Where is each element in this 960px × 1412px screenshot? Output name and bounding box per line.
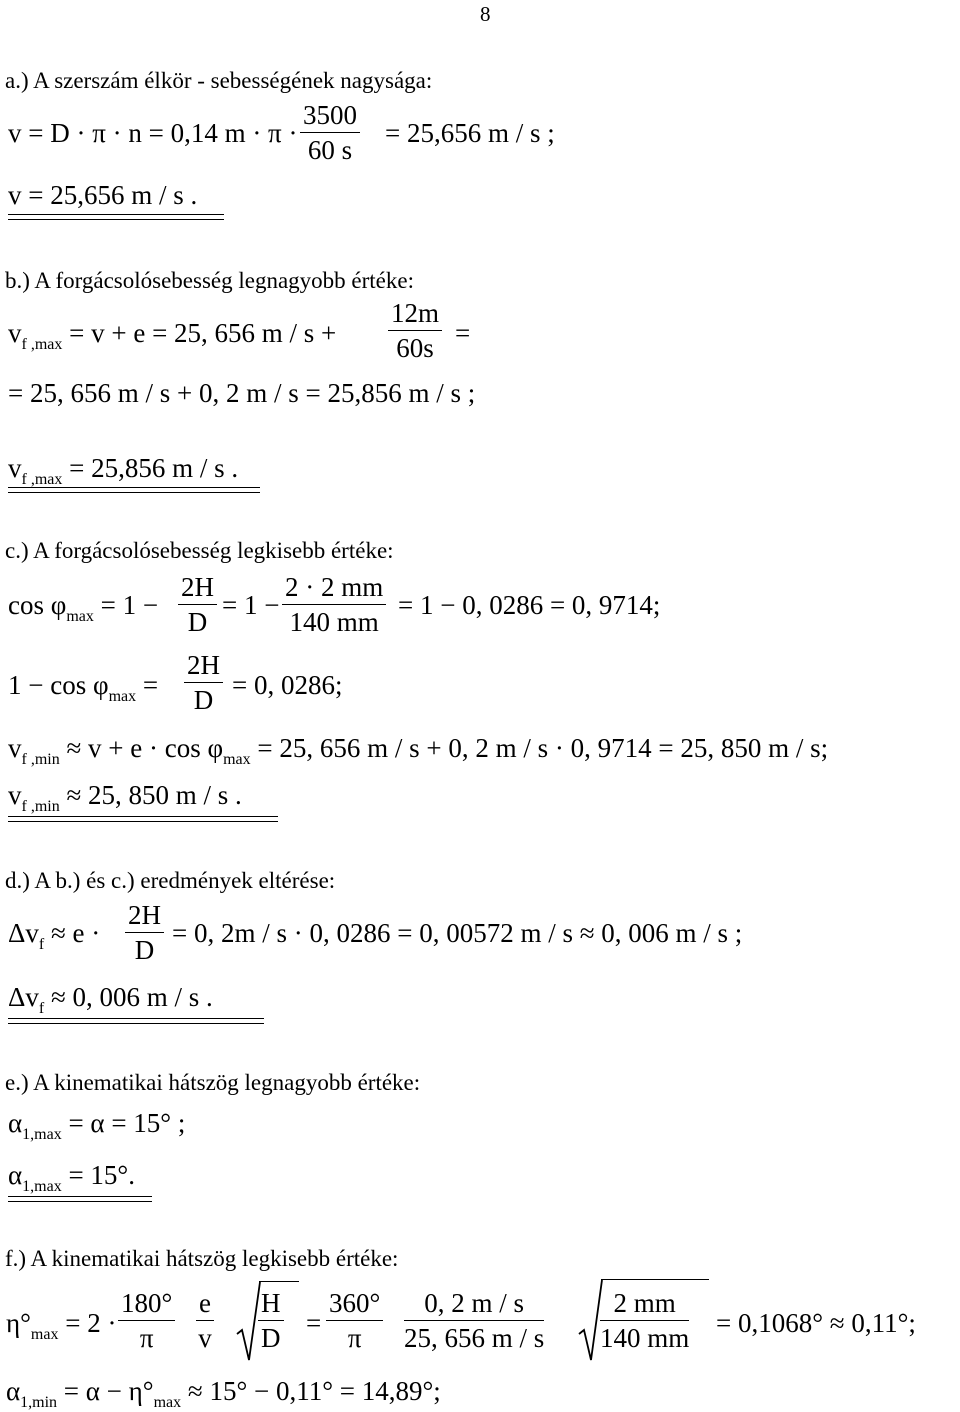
c-line2-left <box>8 672 158 705</box>
alpha: α <box>6 1376 21 1406</box>
d-line1-left <box>8 920 100 953</box>
f-line1-c: = 0,1068° ≈ 0,11°; <box>716 1308 916 1338</box>
alpha: α <box>8 1160 23 1190</box>
b-line1 <box>8 320 336 353</box>
delta-v: Δv <box>8 918 39 948</box>
numerator: 3500 <box>300 102 360 133</box>
denominator: D <box>193 685 214 715</box>
c-line2-b: = <box>142 670 159 700</box>
denominator: 60s <box>396 333 434 363</box>
denominator: 140 mm <box>289 607 379 637</box>
section-e-heading: e.) A kinematikai hátszög legnagyobb értéke: <box>5 1070 421 1095</box>
denominator: 140 mm <box>600 1323 690 1353</box>
alpha: α <box>8 1108 23 1138</box>
c-line1-b: = 1 − <box>222 590 280 620</box>
a-result: v = 25,656 m / s . <box>8 180 198 210</box>
subscript: f ,min <box>21 798 60 815</box>
subscript: max <box>66 608 94 625</box>
symbol-v: v <box>8 318 22 348</box>
c-line3 <box>8 735 828 768</box>
section-c-heading: c.) A forgácsolósebesség legkisebb értéke: <box>5 538 394 563</box>
c-line3-b: = 25, 656 m / s + 0, 2 m / s · 0, 9714 = 25, 850 m / s; <box>257 733 829 763</box>
denominator: π <box>347 1323 362 1353</box>
c-line2-a: 1 − cos φ <box>8 670 109 700</box>
numerator: 2H <box>178 574 217 605</box>
eta: η° <box>6 1308 31 1338</box>
subscript: 1,max <box>22 1178 62 1195</box>
subscript: 1,max <box>22 1126 62 1143</box>
numerator: 2H <box>125 902 164 933</box>
subscript: max <box>30 1326 59 1343</box>
section-b-heading: b.) A forgácsolósebesség legnagyobb értéke: <box>5 268 414 293</box>
f-line1-b: = <box>306 1308 322 1338</box>
d-line1-a: ≈ e · <box>50 918 101 948</box>
subscript: max <box>223 751 251 768</box>
f-line2 <box>6 1378 441 1411</box>
b-line1-fraction <box>388 300 442 362</box>
subscript: f ,min <box>21 751 60 768</box>
denominator: D <box>261 1323 281 1353</box>
c-line2-c: = 0, 0286; <box>232 670 343 700</box>
numerator: 180° <box>118 1290 175 1321</box>
numerator: H <box>258 1290 284 1321</box>
symbol-v: v <box>8 453 22 483</box>
e-line1 <box>8 1110 185 1143</box>
c-line3-a: ≈ v + e · cos φ <box>66 733 224 763</box>
subscript: f <box>38 936 45 953</box>
delta-v: Δv <box>8 982 39 1012</box>
f-fraction-180-pi <box>118 1290 175 1352</box>
f-line2-a: = α − η° <box>63 1376 154 1406</box>
f-fraction-mm <box>600 1290 689 1352</box>
numerator: 2 · 2 mm <box>282 574 386 605</box>
d-result-underline <box>8 1018 264 1024</box>
c-line1-fraction2 <box>282 574 386 636</box>
f-fraction-e-v <box>196 1290 214 1352</box>
e-line1-rest: = α = 15° ; <box>68 1108 186 1138</box>
subscript: f <box>38 1000 45 1017</box>
subscript: f ,max <box>21 336 63 353</box>
e-result-underline <box>8 1196 152 1202</box>
numerator: 2 mm <box>600 1290 689 1321</box>
denominator: D <box>187 607 208 637</box>
c-line1-a: = 1 − <box>100 590 159 620</box>
c-line2-fraction <box>184 652 223 714</box>
c-line4 <box>8 782 242 815</box>
sqrt-sign-1 <box>236 1280 258 1362</box>
f-line1-left <box>6 1310 116 1343</box>
section-d-heading: d.) A b.) és c.) eredmények eltérése: <box>5 868 336 893</box>
b-result-underline <box>8 487 260 493</box>
symbol-v: v <box>8 780 22 810</box>
f-fraction-360-pi <box>326 1290 383 1352</box>
sqrt-bar-1 <box>259 1281 299 1282</box>
symbol-v: v <box>8 733 22 763</box>
a-line1-left: v = D · π · n = 0,14 m · π · <box>8 118 298 148</box>
numerator: 0, 2 m / s <box>404 1290 544 1321</box>
d-line2-rest: ≈ 0, 006 m / s . <box>50 982 213 1012</box>
denominator: 60 s <box>307 135 353 165</box>
c-result-underline <box>8 816 278 822</box>
subscript: max <box>153 1394 182 1411</box>
subscript: 1,min <box>20 1394 58 1411</box>
d-line2 <box>8 984 213 1017</box>
b-result-rest: = 25,856 m / s . <box>69 453 239 483</box>
numerator: 2H <box>184 652 223 683</box>
c-line1-c: = 1 − 0, 0286 = 0, 9714; <box>398 590 661 620</box>
e-line2-rest: = 15°. <box>68 1160 135 1190</box>
e-line2 <box>8 1162 135 1195</box>
denominator: 25, 656 m / s <box>404 1323 545 1353</box>
numerator: 12m <box>388 300 442 331</box>
denominator: D <box>134 935 155 965</box>
page-number: 8 <box>480 2 491 26</box>
d-line1-fraction <box>125 902 164 964</box>
f-line1-a: = 2 · <box>65 1308 117 1338</box>
c-line4-rest: ≈ 25, 850 m / s . <box>66 780 242 810</box>
subscript: max <box>108 688 137 705</box>
b-result <box>8 455 238 488</box>
sqrt-bar-2 <box>601 1279 709 1280</box>
b-line1-mid: = v + e = 25, 656 m / s + <box>69 318 337 348</box>
section-f-heading: f.) A kinematikai hátszög legkisebb értéke: <box>5 1246 399 1271</box>
a-line1-fraction <box>300 102 360 164</box>
f-fraction-velocities <box>404 1290 544 1352</box>
b-line2: = 25, 656 m / s + 0, 2 m / s = 25,856 m / s ; <box>8 378 476 408</box>
cos-phi: cos φ <box>8 590 67 620</box>
subscript: f ,max <box>21 471 63 488</box>
numerator: e <box>196 1290 214 1321</box>
a-result-underline <box>8 214 224 220</box>
c-line1-fraction1 <box>178 574 217 636</box>
sqrt-sign-2 <box>578 1278 600 1362</box>
a-line1-right: = 25,656 m / s ; <box>385 118 555 148</box>
numerator: 360° <box>326 1290 383 1321</box>
section-a-heading: a.) A szerszám élkör - sebességének nagysága: <box>5 68 433 93</box>
f-line2-b: ≈ 15° − 0,11° = 14,89°; <box>187 1376 441 1406</box>
d-line1-b: = 0, 2m / s · 0, 0286 = 0, 00572 m / s ≈ 0, 006 m / s ; <box>172 918 743 948</box>
denominator: π <box>139 1323 154 1353</box>
b-line1-end: = <box>455 318 471 348</box>
f-fraction-h-d <box>258 1290 284 1352</box>
c-line1-left <box>8 592 158 625</box>
denominator: v <box>198 1323 212 1353</box>
